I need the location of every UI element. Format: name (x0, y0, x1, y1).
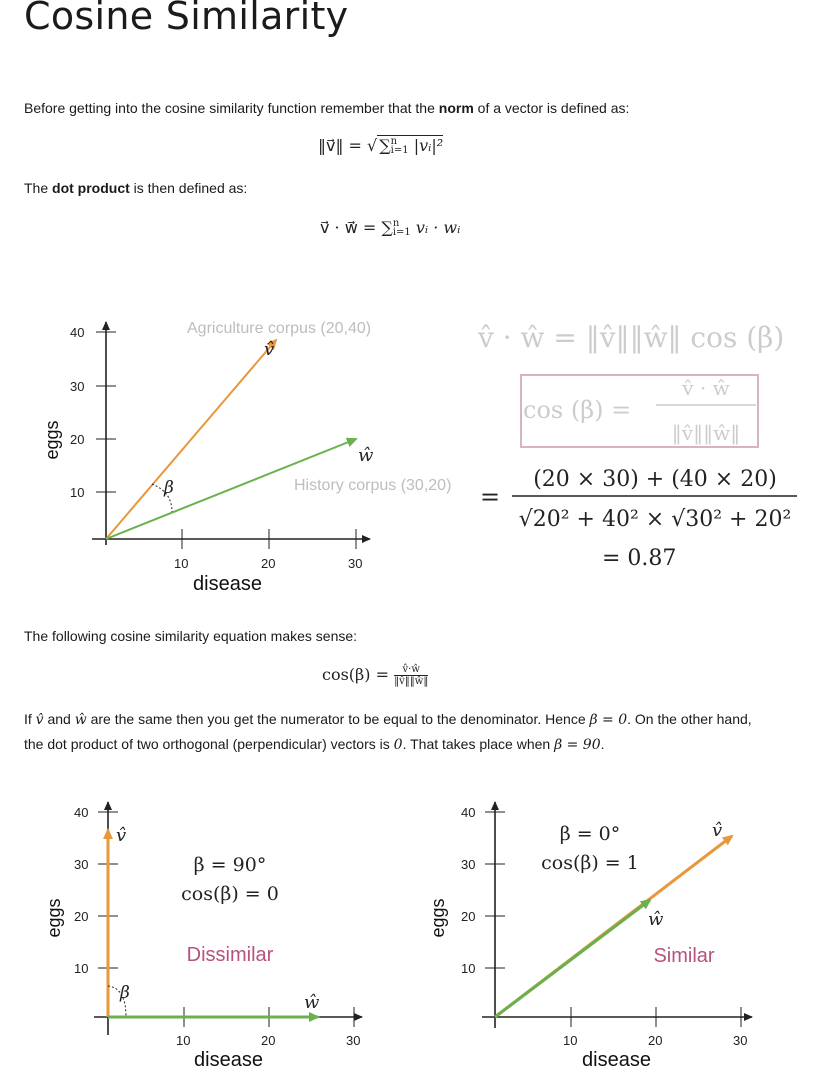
diagram-similar (420, 790, 837, 1078)
cos-eq-den: ‖v̂‖‖ŵ‖ (394, 676, 429, 687)
dot-equation (320, 218, 460, 237)
d1-formula-eq: = (480, 483, 501, 511)
explain-2a: the dot product of two orthogonal (perpendicular) vectors is (24, 736, 394, 752)
cos-eq-num: v̂·ŵ (394, 664, 428, 676)
d2-ytick-40: 40 (74, 805, 89, 820)
d2-xtick-20: 20 (261, 1033, 276, 1048)
d3-y-axis-label: eggs (428, 898, 448, 938)
d3-ytick-20: 20 (461, 909, 476, 924)
d1-xtick-10: 10 (174, 556, 189, 571)
norm-equation (318, 136, 443, 155)
d2-y-axis-label: eggs (44, 898, 64, 938)
d1-symbol-v: v̂ (264, 339, 275, 360)
d1-formula-cos-den: ‖v̂‖‖ŵ‖ (671, 421, 741, 445)
d1-formula-cos-num: v̂ · ŵ (682, 376, 730, 400)
d1-label-agriculture: Agriculture corpus (20,40) (187, 320, 372, 337)
intro-paragraph (24, 100, 629, 116)
d1-label-history: History corpus (30,20) (294, 477, 452, 494)
explain-zero: 0 (393, 737, 403, 753)
norm-eq-lhs: ‖v⃗‖ = √ (318, 136, 378, 155)
d2-symbol-w: ŵ (304, 992, 320, 1013)
norm-eq-sum: ∑ (379, 136, 391, 155)
dot-eq-lhs: v⃗ · w⃗ = (320, 218, 382, 237)
d3-xtick-10: 10 (563, 1033, 578, 1048)
d1-y-axis-label: eggs (42, 420, 62, 460)
dot-eq-body: vᵢ · wᵢ (415, 218, 461, 237)
d3-beta-text: β = 0° (559, 823, 621, 845)
d2-ytick-30: 30 (74, 857, 89, 872)
d3-ytick-30: 30 (461, 857, 476, 872)
d2-cos-text: cos(β) = 0 (181, 883, 279, 905)
d3-status-similar: Similar (653, 945, 715, 967)
d2-xtick-30: 30 (346, 1033, 361, 1048)
sense-paragraph: The following cosine similarity equation makes sense: (24, 628, 358, 644)
cos-equation (322, 664, 428, 687)
d1-x-axis-label: disease (193, 573, 262, 595)
d1-formula-denominator: √20² + 40² × √30² + 20² (518, 507, 792, 532)
d3-cos-text: cos(β) = 1 (541, 852, 639, 874)
explain-w: ŵ (74, 712, 87, 728)
explain-1b: and (43, 711, 75, 727)
d1-xtick-30: 30 (348, 556, 363, 571)
diagram-dissimilar (0, 790, 420, 1078)
d2-ytick-20: 20 (74, 909, 89, 924)
norm-eq-body: |vᵢ|² (413, 136, 444, 155)
d1-vector-v (106, 340, 276, 539)
explain-line-2 (24, 736, 605, 753)
norm-eq-radicand (377, 135, 443, 155)
d3-symbol-w: ŵ (648, 909, 664, 930)
d3-xtick-30: 30 (733, 1033, 748, 1048)
d1-formula-line1: v̂ · ŵ = ‖v̂‖‖ŵ‖ cos (β) (478, 321, 785, 354)
d1-formula-result: = 0.87 (602, 546, 677, 571)
explain-1a: If (24, 711, 36, 727)
intro-text-b: of a vector is defined as: (473, 100, 630, 116)
d1-xtick-20: 20 (261, 556, 276, 571)
dot-intro-text-a: The (24, 180, 53, 196)
explain-v: v̂ (35, 712, 44, 728)
d2-symbol-v: v̂ (116, 825, 127, 846)
explain-1d: . On the other hand, (627, 711, 752, 727)
dot-intro-bold: dot product (52, 180, 130, 196)
d3-ytick-10: 10 (461, 961, 476, 976)
dot-eq-upper: n (392, 218, 400, 229)
dot-eq-lower: i=1 (392, 227, 411, 238)
explain-beta0: β = 0 (589, 712, 628, 728)
page-title: Cosine Similarity (24, 0, 349, 38)
d3-ytick-40: 40 (461, 805, 476, 820)
explain-beta90: β = 90 (554, 737, 601, 753)
d2-ytick-10: 10 (74, 961, 89, 976)
dot-eq-sum: ∑ (381, 218, 393, 237)
d1-formula-cos-lhs: cos (β) = (523, 396, 632, 424)
d1-angle-beta: β (164, 478, 174, 498)
norm-eq-lower: i=1 (390, 145, 409, 156)
intro-bold-norm: norm (438, 100, 474, 116)
d3-xtick-20: 20 (648, 1033, 663, 1048)
explain-1c: are the same then you get the numerator to be equal to the denominator. Hence (86, 711, 590, 727)
d1-ytick-30: 30 (70, 379, 85, 394)
d1-formula-numerator: (20 × 30) + (40 × 20) (533, 467, 777, 492)
d3-vector-w (495, 900, 650, 1017)
d2-angle-beta: β (120, 983, 130, 1003)
d1-ytick-40: 40 (70, 325, 85, 340)
d1-ytick-20: 20 (70, 432, 85, 447)
d2-x-axis-label: disease (194, 1049, 263, 1071)
d3-symbol-v: v̂ (712, 820, 723, 841)
cos-eq-lhs: cos(β) = (322, 665, 395, 684)
d1-symbol-w: ŵ (358, 445, 374, 466)
diagram-vectors-corpus (0, 300, 837, 600)
intro-text-a: Before getting into the cosine similarity function remember that the (24, 100, 439, 116)
d1-ytick-10: 10 (70, 485, 85, 500)
d2-beta-text: β = 90° (193, 854, 267, 876)
d2-status-dissimilar: Dissimilar (186, 944, 274, 966)
d2-xtick-10: 10 (176, 1033, 191, 1048)
d3-x-axis-label: disease (582, 1049, 651, 1071)
explain-2b: . That takes place when (402, 736, 555, 752)
dot-intro-paragraph (24, 180, 247, 196)
explain-2c: . (600, 736, 605, 752)
explain-line-1 (24, 711, 752, 728)
norm-eq-upper: n (390, 136, 398, 147)
dot-intro-text-b: is then defined as: (129, 180, 248, 196)
